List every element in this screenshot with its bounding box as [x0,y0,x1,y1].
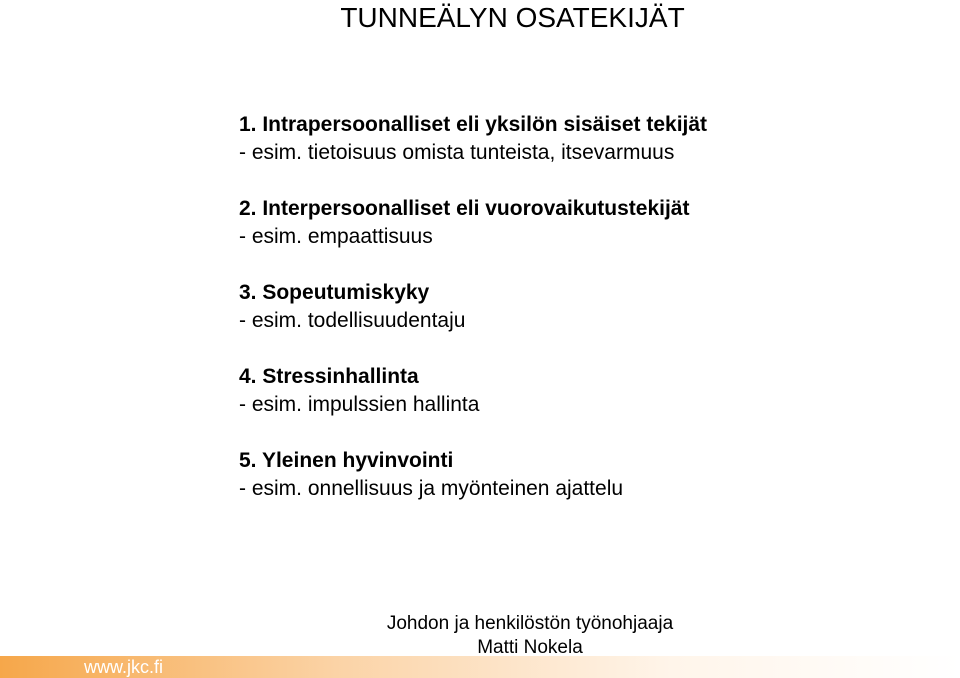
item-heading: 4. Stressinhallinta [239,365,419,388]
item-example: - esim. impulssien hallinta [239,393,480,416]
item-heading: 3. Sopeutumiskyky [239,281,430,304]
item-heading: 2. Interpersoonalliset eli vuorovaikutustekijät [239,197,690,220]
list-item [239,363,929,419]
footer-credit-name: Matti Nokela [477,637,583,658]
footer-credit [320,612,740,660]
page-title: TUNNEÄLYN OSATEKIJÄT [340,2,685,33]
list-item [239,111,929,167]
item-heading: 5. Yleinen hyvinvointi [239,449,454,472]
item-heading: 1. Intrapersoonalliset eli yksilön sisäiset tekijät [239,113,708,136]
footer-url: www.jkc.fi [84,657,164,677]
footer-credit-role: Johdon ja henkilöstön työnohjaaja [386,613,674,634]
item-example: - esim. onnellisuus ja myönteinen ajattelu [239,477,624,500]
factor-list [239,111,929,531]
item-example: - esim. empaattisuus [239,225,433,248]
list-item [239,447,929,503]
item-example: - esim. todellisuudentaju [239,309,466,332]
list-item [239,279,929,335]
list-item [239,195,929,251]
item-example: - esim. tietoisuus omista tunteista, itsevarmuus [239,141,675,164]
